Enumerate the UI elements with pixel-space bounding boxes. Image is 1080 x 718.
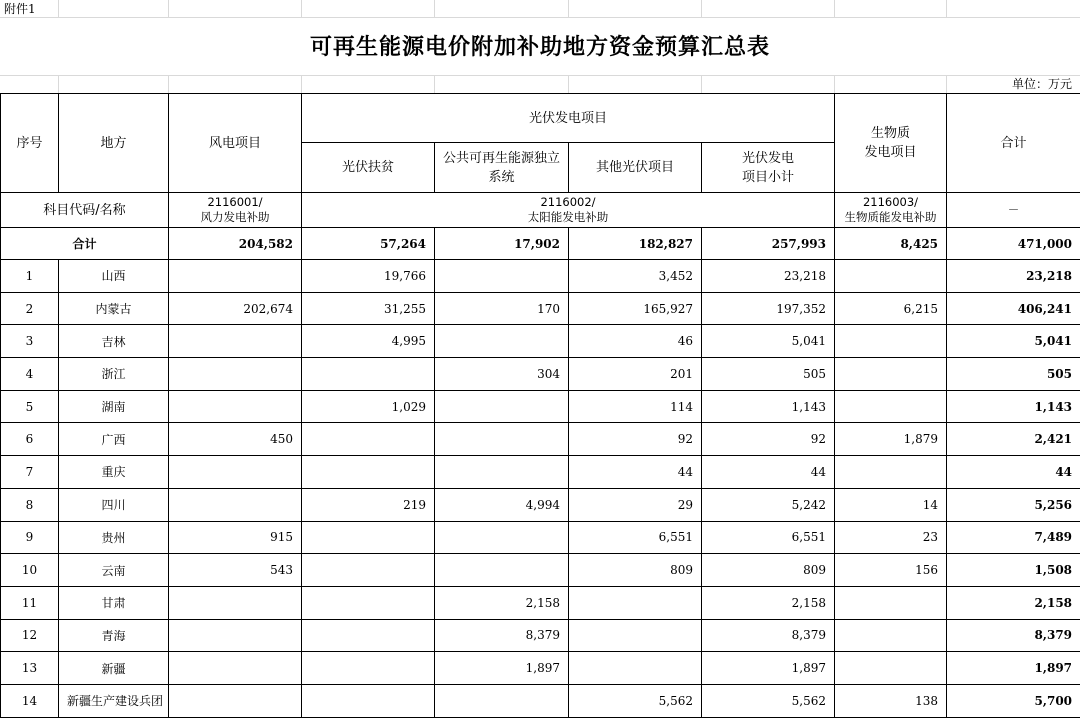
header-bio [835,94,947,193]
row-pv-subtotal: 1,897 [702,652,835,685]
grid-line [701,0,702,17]
code-pv [302,193,835,228]
row-wind: 915 [169,521,302,554]
row-total: 5,041 [947,325,1080,358]
header-pv-public-line1: 公共可再生能源独立 [443,151,560,166]
table-row [1,260,1080,293]
grid-line [58,75,59,93]
header-pv-poverty: 光伏扶贫 [302,143,435,193]
data-rows [1,260,1080,718]
row-wind [169,652,302,685]
totals-pv-poverty: 57,264 [302,228,435,260]
row-seq: 6 [1,423,59,456]
row-pv-subtotal: 5,242 [702,488,835,521]
row-pv-subtotal: 23,218 [702,260,835,293]
row-pv-subtotal: 44 [702,456,835,489]
totals-pv-public: 17,902 [435,228,569,260]
row-seq: 8 [1,488,59,521]
grid-line [58,0,59,17]
row-seq: 1 [1,260,59,293]
row-region: 山西 [59,260,169,293]
budget-table [0,93,1080,718]
table-row [1,423,1080,456]
row-pv-subtotal: 5,041 [702,325,835,358]
row-region: 重庆 [59,456,169,489]
row-pv-other: 46 [569,325,702,358]
row-pv-other: 809 [569,554,702,587]
row-pv-public: 8,379 [435,619,569,652]
header-row-1 [1,94,1080,143]
code-wind-name: 风力发电补助 [201,210,270,224]
row-pv-subtotal: 197,352 [702,292,835,325]
row-region: 吉林 [59,325,169,358]
row-region: 湖南 [59,390,169,423]
row-pv-subtotal: 8,379 [702,619,835,652]
row-wind [169,586,302,619]
grid-line [434,75,435,93]
header-bio-line2: 发电项目 [865,145,917,160]
grid-line [301,75,302,93]
row-pv-public [435,684,569,717]
grid-line [701,75,702,93]
row-seq: 5 [1,390,59,423]
row-pv-poverty [302,586,435,619]
row-total: 8,379 [947,619,1080,652]
code-pv-number: 2116002/ [540,195,595,209]
row-pv-poverty [302,652,435,685]
row-wind [169,456,302,489]
unit-label: 单位：万元 [1012,76,1072,92]
row-pv-poverty: 4,995 [302,325,435,358]
row-pv-poverty [302,423,435,456]
code-row [1,193,1080,228]
row-bio [835,619,947,652]
row-pv-public: 304 [435,358,569,391]
header-pv-other: 其他光伏项目 [569,143,702,193]
totals-bio: 8,425 [835,228,947,260]
row-pv-public [435,554,569,587]
row-pv-subtotal: 505 [702,358,835,391]
table-row [1,619,1080,652]
row-pv-other: 29 [569,488,702,521]
row-total: 7,489 [947,521,1080,554]
row-pv-public [435,423,569,456]
table-row [1,521,1080,554]
row-bio: 156 [835,554,947,587]
row-total: 1,143 [947,390,1080,423]
table-row [1,456,1080,489]
row-pv-other [569,652,702,685]
row-wind: 543 [169,554,302,587]
totals-row [1,228,1080,260]
header-total: 合计 [947,94,1080,193]
header-seq: 序号 [1,94,59,193]
row-bio [835,456,947,489]
row-pv-subtotal: 809 [702,554,835,587]
grid-line [0,17,1080,18]
totals-pv-other: 182,827 [569,228,702,260]
row-region: 内蒙古 [59,292,169,325]
row-total: 5,256 [947,488,1080,521]
totals-wind: 204,582 [169,228,302,260]
row-pv-other: 92 [569,423,702,456]
table-row [1,390,1080,423]
row-total: 5,700 [947,684,1080,717]
row-pv-poverty [302,619,435,652]
row-pv-public [435,260,569,293]
row-pv-poverty [302,521,435,554]
table-row [1,488,1080,521]
table-row [1,586,1080,619]
row-wind [169,260,302,293]
grid-line [946,75,947,93]
row-total: 1,508 [947,554,1080,587]
row-seq: 3 [1,325,59,358]
row-pv-public [435,390,569,423]
code-bio-name: 生物质能发电补助 [845,210,937,224]
row-pv-public: 1,897 [435,652,569,685]
row-total: 505 [947,358,1080,391]
row-pv-poverty [302,554,435,587]
table-row [1,292,1080,325]
row-pv-other: 3,452 [569,260,702,293]
row-bio: 138 [835,684,947,717]
grid-line [301,0,302,17]
row-total: 2,421 [947,423,1080,456]
grid-line [834,75,835,93]
row-bio [835,586,947,619]
row-wind [169,684,302,717]
row-region: 广西 [59,423,169,456]
row-bio [835,260,947,293]
row-bio [835,652,947,685]
row-pv-other: 201 [569,358,702,391]
code-total: － [947,193,1080,228]
code-wind-number: 2116001/ [207,195,262,209]
row-pv-other: 44 [569,456,702,489]
grid-line [0,75,1080,76]
row-seq: 7 [1,456,59,489]
row-region: 新疆生产建设兵团 [59,684,169,717]
totals-label: 合计 [1,228,169,260]
grid-line [168,75,169,93]
row-pv-subtotal: 1,143 [702,390,835,423]
row-bio [835,325,947,358]
row-wind [169,619,302,652]
code-bio-number: 2116003/ [863,195,918,209]
row-seq: 10 [1,554,59,587]
row-bio [835,358,947,391]
row-wind [169,488,302,521]
row-pv-public [435,521,569,554]
row-pv-public: 4,994 [435,488,569,521]
row-pv-poverty: 219 [302,488,435,521]
row-pv-poverty: 1,029 [302,390,435,423]
row-pv-poverty: 31,255 [302,292,435,325]
header-pv-subtotal [702,143,835,193]
row-pv-public [435,456,569,489]
row-pv-other: 6,551 [569,521,702,554]
row-wind [169,390,302,423]
row-bio: 14 [835,488,947,521]
header-pv-subtotal-line2: 项目小计 [742,170,794,185]
table-row [1,325,1080,358]
row-pv-public: 2,158 [435,586,569,619]
header-pv-public [435,143,569,193]
code-wind [169,193,302,228]
table-row [1,358,1080,391]
row-seq: 2 [1,292,59,325]
row-seq: 13 [1,652,59,685]
code-label: 科目代码/名称 [1,193,169,228]
row-pv-poverty: 19,766 [302,260,435,293]
row-wind [169,325,302,358]
row-total: 1,897 [947,652,1080,685]
row-pv-poverty [302,684,435,717]
row-seq: 12 [1,619,59,652]
header-pv-public-line2: 系统 [488,170,514,185]
row-bio: 1,879 [835,423,947,456]
row-bio: 6,215 [835,292,947,325]
row-pv-other [569,619,702,652]
row-region: 甘肃 [59,586,169,619]
row-pv-poverty [302,358,435,391]
header-wind: 风电项目 [169,94,302,193]
code-pv-name: 太阳能发电补助 [528,210,609,224]
row-pv-subtotal: 6,551 [702,521,835,554]
row-bio [835,390,947,423]
row-pv-subtotal: 5,562 [702,684,835,717]
row-pv-other: 165,927 [569,292,702,325]
row-region: 新疆 [59,652,169,685]
grid-line [946,0,947,17]
code-bio [835,193,947,228]
row-pv-other: 114 [569,390,702,423]
row-seq: 14 [1,684,59,717]
row-pv-other [569,586,702,619]
table-row [1,652,1080,685]
attachment-label: 附件1 [4,1,36,17]
row-pv-subtotal: 92 [702,423,835,456]
header-pv-group: 光伏发电项目 [302,94,835,143]
header-pv-subtotal-line1: 光伏发电 [742,151,794,166]
grid-line [568,75,569,93]
row-seq: 11 [1,586,59,619]
row-region: 贵州 [59,521,169,554]
row-pv-other: 5,562 [569,684,702,717]
row-total: 406,241 [947,292,1080,325]
row-region: 四川 [59,488,169,521]
totals-total: 471,000 [947,228,1080,260]
row-wind: 450 [169,423,302,456]
row-wind: 202,674 [169,292,302,325]
page-title: 可再生能源电价附加补助地方资金预算汇总表 [0,30,1080,61]
row-pv-public: 170 [435,292,569,325]
grid-line [434,0,435,17]
row-pv-poverty [302,456,435,489]
row-region: 浙江 [59,358,169,391]
grid-line [168,0,169,17]
grid-line [568,0,569,17]
row-seq: 9 [1,521,59,554]
row-wind [169,358,302,391]
row-total: 44 [947,456,1080,489]
table-row [1,684,1080,717]
row-bio: 23 [835,521,947,554]
row-pv-subtotal: 2,158 [702,586,835,619]
totals-pv-subtotal: 257,993 [702,228,835,260]
header-bio-line1: 生物质 [871,126,910,141]
row-region: 青海 [59,619,169,652]
grid-line [834,0,835,17]
row-seq: 4 [1,358,59,391]
row-pv-public [435,325,569,358]
row-region: 云南 [59,554,169,587]
header-region: 地方 [59,94,169,193]
table-row [1,554,1080,587]
row-total: 23,218 [947,260,1080,293]
row-total: 2,158 [947,586,1080,619]
